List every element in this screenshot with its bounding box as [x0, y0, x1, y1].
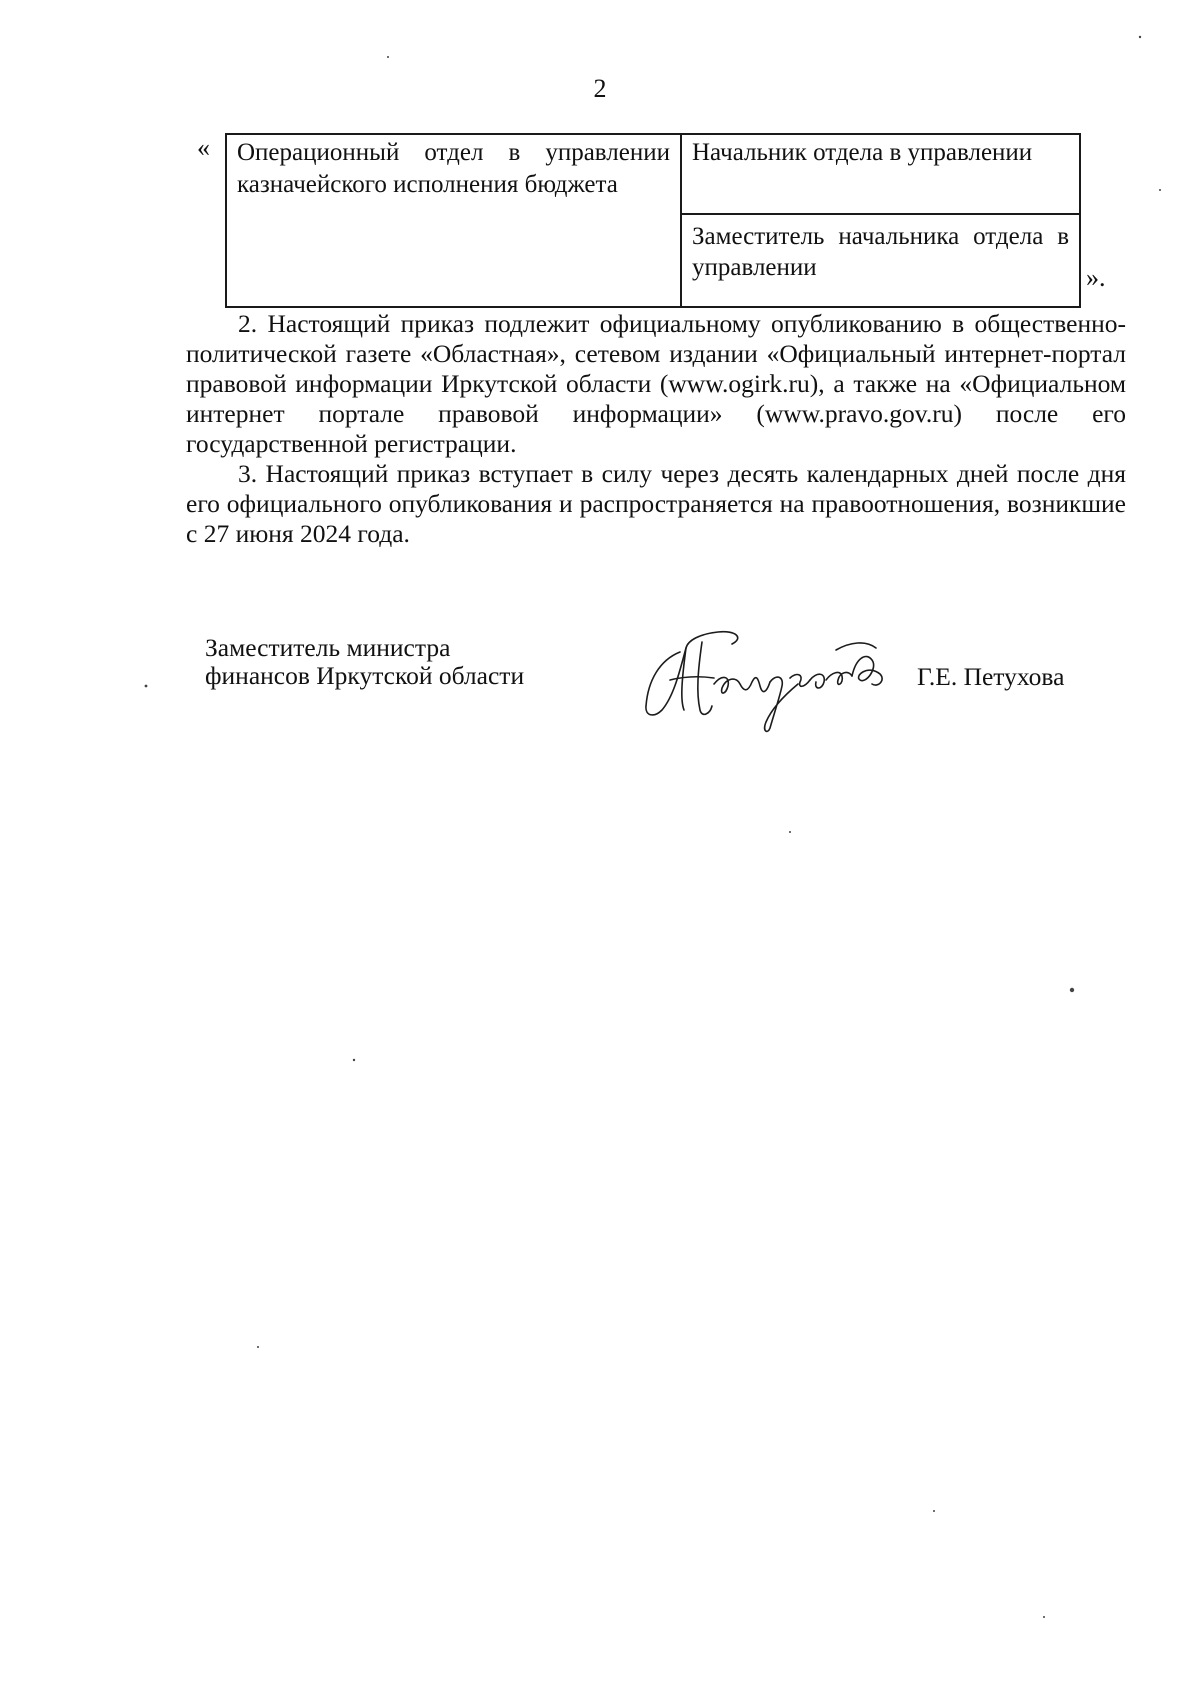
table-cell-department [227, 135, 682, 306]
signer-position [205, 634, 585, 690]
positions-table [225, 133, 1081, 308]
document-body [186, 309, 1126, 549]
paragraph-effective-date: 3. Настоящий приказ вступает в силу через десять календарных дней после дня его официального опубликования и распространяется на правоотношения, возникшие с 27 июня 2024 года. [186, 459, 1126, 548]
opening-quote: « [197, 133, 210, 162]
page-number: 2 [593, 74, 607, 103]
handwritten-signature [640, 618, 910, 738]
table-column-positions [682, 135, 1079, 306]
closing-quote: ». [1086, 263, 1106, 292]
signer-name: Г.Е. Петухова [917, 662, 1065, 691]
table-cell-position-deputy [682, 215, 1079, 306]
paragraph-publication: 2. Настоящий приказ подлежит официальному опубликованию в общественно-политической газете «Областная», сетевом издании «Официальный интернет-портал правовой информации Иркутской области (www.ogirk.ru), а также на «Официальном интернет портале правовой информации» (www.pravo.gov.ru) после его государственной регистрации. [186, 309, 1126, 458]
signer-position-line-1: Заместитель министра [205, 633, 451, 662]
table-cell-position-head [682, 135, 1079, 215]
signer-position-line-2: финансов Иркутской области [205, 661, 525, 690]
position-deputy-text: Заместитель начальника отдела в управлении [692, 223, 1069, 281]
signature-block [205, 634, 1105, 754]
department-name: Операционный отдел в управлении казначейского исполнения бюджета [237, 139, 670, 198]
position-head-text: Начальник отдела в управлении [692, 139, 1033, 166]
